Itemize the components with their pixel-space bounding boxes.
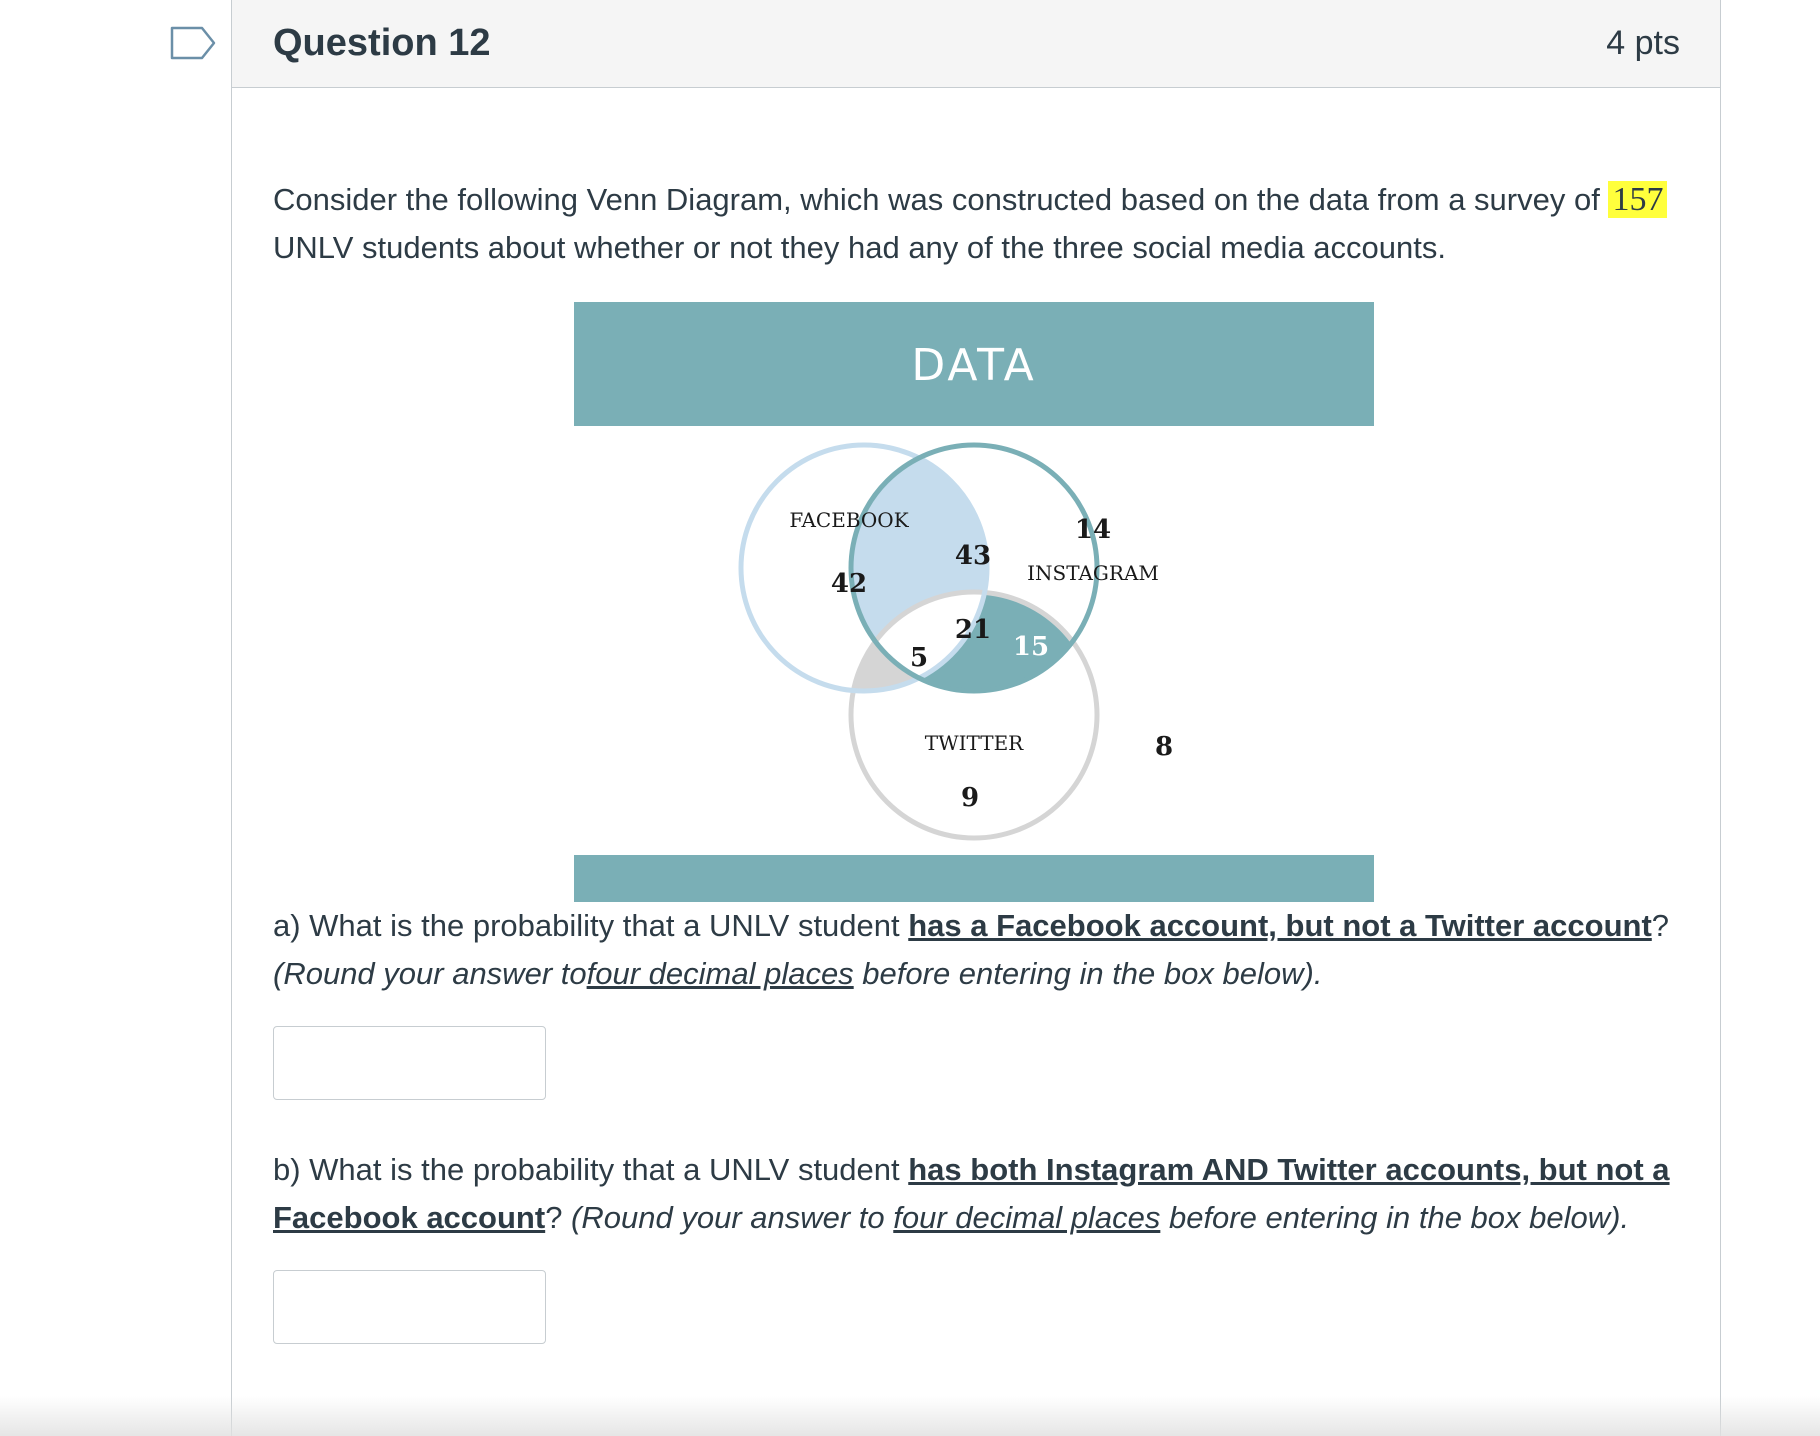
- question-intro: [273, 176, 1680, 272]
- part-b-note-after: before entering in the box below).: [1160, 1200, 1630, 1235]
- part-a-note: [273, 956, 1322, 991]
- question-title: Question 12: [273, 22, 491, 64]
- question-header: [232, 0, 1720, 88]
- banner-bottom: [574, 855, 1374, 902]
- venn-diagram-figure: [574, 302, 1374, 902]
- highlighted-count: 157: [1608, 181, 1667, 218]
- part-a-note-after: before entering in the box below).: [853, 956, 1323, 991]
- part-b-note-before: (Round your answer to: [571, 1200, 894, 1235]
- value-instagram-twitter: 15: [1012, 632, 1050, 662]
- part-a-note-before: (Round your answer to: [273, 956, 587, 991]
- part-b-answer-input[interactable]: [273, 1270, 546, 1344]
- value-twitter-only: 9: [960, 783, 980, 813]
- part-b-emphasis: has both Instagram AND Twitter accounts, but not a Facebook account: [273, 1152, 1670, 1235]
- part-a-answer-input[interactable]: [273, 1026, 546, 1100]
- question-body: [232, 88, 1720, 1344]
- part-b-note: [571, 1200, 1629, 1235]
- question-points: 4 pts: [1606, 24, 1680, 62]
- part-b-question: [273, 1146, 1680, 1242]
- value-facebook-instagram: 43: [954, 541, 992, 571]
- question-card: [231, 0, 1721, 1436]
- value-all-three: 21: [954, 615, 992, 645]
- part-b-suffix: ?: [545, 1200, 572, 1235]
- part-a-prefix: a) What is the probability that a UNLV student: [273, 908, 909, 943]
- value-facebook-only: 42: [830, 569, 868, 599]
- venn-diagram: [574, 302, 1374, 902]
- banner-title: DATA: [911, 340, 1037, 391]
- part-a-note-link: four decimal places: [586, 956, 854, 991]
- part-b-note-link: four decimal places: [893, 1200, 1161, 1235]
- facebook-label: FACEBOOK: [789, 508, 909, 532]
- part-b-prefix: b) What is the probability that a UNLV student: [273, 1152, 909, 1187]
- instagram-label: INSTAGRAM: [1027, 561, 1159, 585]
- flag-question-icon[interactable]: [170, 26, 216, 60]
- value-facebook-twitter: 5: [909, 643, 929, 673]
- intro-text-before: Consider the following Venn Diagram, which was constructed based on the data from a survey of: [273, 182, 1600, 217]
- part-a-emphasis: has a Facebook account, but not a Twitter account: [908, 908, 1652, 943]
- part-a-question: [273, 902, 1680, 998]
- part-a-suffix: ?: [1651, 908, 1670, 943]
- value-instagram-only: 14: [1074, 515, 1112, 545]
- intro-text-after: UNLV students about whether or not they had any of the three social media accounts.: [273, 230, 1446, 265]
- twitter-label: TWITTER: [924, 731, 1024, 755]
- value-none: 8: [1154, 732, 1174, 762]
